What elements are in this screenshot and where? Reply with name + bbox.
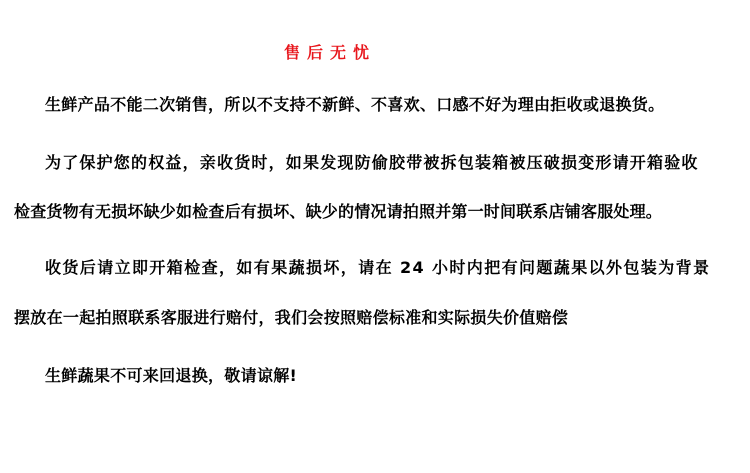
notice-line-no-exchange: 生鲜蔬果不可来回退换，敬请谅解! [45,366,298,385]
notice-line-no-return-fresh: 生鲜产品不能二次销售，所以不支持不新鲜、不喜欢、口感不好为理由拒收或退换货。 [45,95,665,114]
notice-line-check-produce: 收货后请立即开箱检查，如有果蔬损坏，请在 24 小时内把有问题蔬果以外包装为背景 [45,258,711,277]
page-title: 售后无忧 [283,43,376,62]
notice-line-inspect-package: 为了保护您的权益，亲收货时，如果发现防偷胶带被拆包装箱被压破损变形请开箱验收 [45,153,699,172]
notice-line-contact-service: 检查货物有无损坏缺少如检查后有损坏、缺少的情况请拍照并第一时间联系店铺客服处理。 [14,202,663,221]
notice-line-compensation: 摆放在一起拍照联系客服进行赔付，我们会按照赔偿标准和实际损失价值赔偿 [14,308,569,327]
